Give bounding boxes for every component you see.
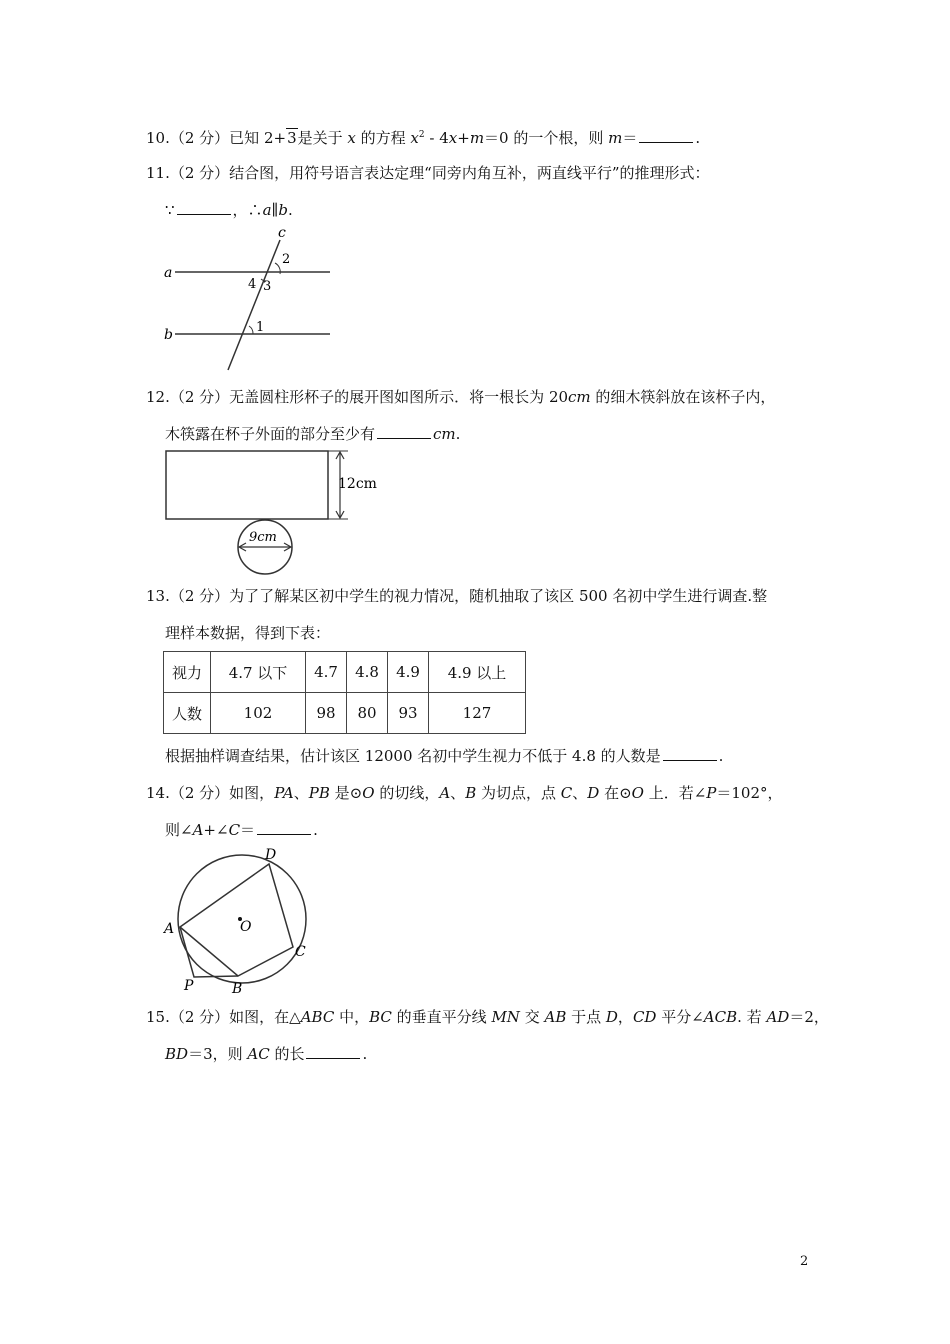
answer-blank[interactable] xyxy=(663,746,717,761)
label-P: P xyxy=(184,978,194,994)
label-b: b xyxy=(164,327,173,343)
angle-4-label: 4 xyxy=(248,277,257,292)
label-c: c xyxy=(278,225,286,241)
label-D: D xyxy=(265,847,277,863)
question-13-line3: 根据抽样调查结果，估计该区 12000 名初中学生视力不低于 4.8 的人数是 . xyxy=(165,747,724,765)
table-row xyxy=(164,652,526,693)
sqrt-3: 3 xyxy=(287,129,297,147)
question-14-line2: 则∠A+∠C＝ . xyxy=(165,821,318,839)
table-row xyxy=(164,693,526,734)
angle-3-label: 3 xyxy=(263,279,272,294)
question-12: 12.（2 分）无盖圆柱形杯子的展开图如图所示．将一根长为 20cm 的细木筷斜放在该杯子内， xyxy=(146,388,776,406)
parallel-lines-figure xyxy=(160,225,340,375)
angle-2-label: 2 xyxy=(282,252,291,267)
question-13: 13.（2 分）为了了解某区初中学生的视力情况，随机抽取了该区 500 名初中学生进行调查.整 xyxy=(146,587,768,605)
answer-blank[interactable] xyxy=(377,424,431,439)
circle-tangent-figure xyxy=(160,843,320,998)
diameter-label: 9cm xyxy=(249,530,277,545)
table-cell: 4.8 xyxy=(347,652,388,693)
question-13-line2: 理样本数据，得到下表： xyxy=(165,624,331,642)
label-B: B xyxy=(232,981,243,997)
label-C: C xyxy=(295,944,306,960)
table-cell: 4.9 以上 xyxy=(429,652,526,693)
question-11: 11.（2 分）结合图，用符号语言表达定理“同旁内角互补，两直线平行”的推理形式： xyxy=(146,164,710,182)
answer-blank[interactable] xyxy=(306,1044,360,1059)
table-cell: 98 xyxy=(306,693,347,734)
vision-table xyxy=(163,651,526,734)
cylinder-net-figure xyxy=(160,445,390,575)
table-cell: 80 xyxy=(347,693,388,734)
page-number: 2 xyxy=(800,1254,809,1269)
table-cell: 视力 xyxy=(164,652,211,693)
question-14: 14.（2 分）如图，PA、PB 是⊙O 的切线，A、B 为切点，点 C、D 在⊙O 上．若∠P＝102°， xyxy=(146,784,783,802)
question-15: 15.（2 分）如图，在△ABC 中，BC 的垂直平分线 MN 交 AB 于点 D，CD 平分∠ACB. 若 AD＝2， xyxy=(146,1008,829,1026)
table-cell: 102 xyxy=(211,693,306,734)
label-a: a xyxy=(164,265,173,281)
label-A: A xyxy=(164,921,175,937)
question-10: 10.（2 分）已知 2+3是关于 x 的方程 $x^2 - 4x+m=0$ 的一个根，则 m＝ . xyxy=(146,129,701,147)
table-cell: 人数 xyxy=(164,693,211,734)
height-label: 12cm xyxy=(338,476,377,492)
table-cell: 4.7 以下 xyxy=(211,652,306,693)
answer-blank[interactable] xyxy=(257,820,311,835)
question-12-answer: 木筷露在杯子外面的部分至少有 cm. xyxy=(165,425,461,443)
table-cell: 127 xyxy=(429,693,526,734)
question-11-answer: ∵ ，∴a∥b. xyxy=(165,201,293,219)
angle-1-label: 1 xyxy=(256,320,265,335)
question-15-line2: BD＝3，则 AC 的长 . xyxy=(165,1045,368,1063)
table-cell: 93 xyxy=(388,693,429,734)
label-O: O xyxy=(240,919,252,935)
table-cell: 4.9 xyxy=(388,652,429,693)
table-cell: 4.7 xyxy=(306,652,347,693)
answer-blank[interactable] xyxy=(177,200,231,215)
answer-blank[interactable] xyxy=(639,128,693,143)
